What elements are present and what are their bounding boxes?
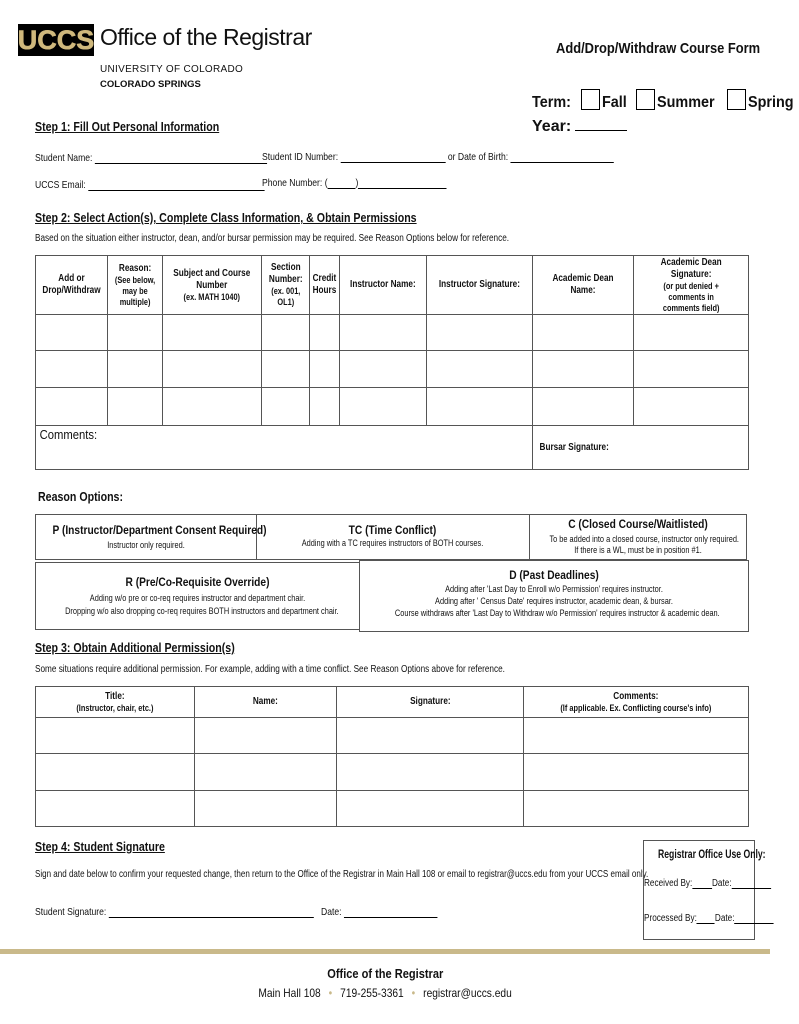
cell[interactable]: [524, 791, 749, 827]
processed-field[interactable]: [697, 912, 715, 924]
permissions-table: [35, 686, 749, 827]
comments-field[interactable]: [36, 426, 533, 470]
col-name: Name:: [252, 696, 278, 707]
student-signature-row: [35, 906, 314, 918]
footer-phone: 719-255-3361: [340, 986, 404, 1000]
cell[interactable]: [261, 351, 310, 388]
processed-label: Processed By:: [644, 913, 697, 924]
cell[interactable]: [532, 388, 633, 426]
email-field[interactable]: [88, 179, 264, 191]
cell[interactable]: [108, 388, 163, 426]
term-selector: [532, 89, 799, 112]
cell[interactable]: [340, 351, 427, 388]
table-row: [36, 754, 749, 791]
received-label: Received By:: [644, 878, 693, 889]
footer-divider: [0, 949, 770, 954]
reason-r-title: R (Pre/Co-Requisite Override): [125, 575, 270, 589]
fall-checkbox[interactable]: [581, 89, 600, 110]
student-name-row: [35, 152, 267, 164]
year-field[interactable]: [575, 116, 627, 131]
processed-date-label: Date:: [714, 913, 735, 924]
cell[interactable]: [194, 718, 336, 754]
received-date-label: Date:: [711, 878, 732, 889]
cell[interactable]: [426, 388, 532, 426]
reason-r-box: [35, 562, 360, 630]
cell[interactable]: [163, 315, 262, 351]
step2-heading: Step 2: Select Action(s), Complete Class Information, & Obtain Permissions: [35, 211, 417, 225]
reason-c-desc2: If there is a WL, must be in position #1.: [574, 545, 702, 555]
received-row: [644, 877, 771, 889]
cell[interactable]: [532, 315, 633, 351]
cell[interactable]: [633, 351, 748, 388]
reason-d-title: D (Past Deadlines): [509, 568, 599, 582]
comments-label: Comments:: [39, 428, 98, 442]
email-label: UCCS Email:: [35, 179, 86, 191]
received-field[interactable]: [692, 877, 712, 889]
phone-close-paren: ): [355, 177, 359, 189]
table-row: [36, 718, 749, 754]
cell[interactable]: [163, 388, 262, 426]
cell[interactable]: [426, 351, 532, 388]
reason-p-title: P (Instructor/Department Consent Required): [52, 523, 267, 537]
cell[interactable]: [163, 351, 262, 388]
office-title: Office of the Registrar: [100, 24, 312, 50]
student-name-field[interactable]: [95, 152, 267, 164]
col-dean-name: Academic Dean Name:: [552, 273, 614, 296]
comments-row: [36, 426, 749, 470]
form-title: Add/Drop/Withdraw Course Form: [556, 40, 761, 57]
cell[interactable]: [36, 754, 195, 791]
table-row: [36, 351, 749, 388]
step2-note: Based on the situation either instructor, dean, and/or bursar permission may be required. See Reason Options below for reference.: [35, 233, 510, 244]
university-name: UNIVERSITY OF COLORADO: [100, 64, 244, 75]
reason-c-box: [529, 514, 747, 560]
col-section: Section Number: (ex. 001, OL1): [268, 262, 303, 307]
reason-tc-desc: Adding with a TC requires instructors of BOTH courses.: [301, 538, 484, 548]
processed-row: [644, 912, 774, 924]
fall-label: Fall: [602, 94, 628, 111]
courses-table: [35, 255, 749, 470]
cell[interactable]: [108, 351, 163, 388]
spring-checkbox[interactable]: [727, 89, 746, 110]
student-name-label: Student Name:: [35, 152, 93, 164]
email-row: [35, 179, 264, 191]
received-date-field[interactable]: [732, 877, 771, 889]
cell[interactable]: [108, 315, 163, 351]
cell[interactable]: [261, 315, 310, 351]
step4-instruction: Sign and date below to confirm your requested change, then return to the Office of the Registrar in Main Hall 108 or email to registrar@uccs.edu from your UCCS email only.: [35, 868, 649, 880]
reason-r-desc2: Dropping w/o also dropping co-req requires BOTH instructors and department chair.: [65, 606, 339, 616]
cell[interactable]: [194, 754, 336, 791]
dob-label: or Date of Birth:: [447, 151, 509, 163]
cell[interactable]: [336, 718, 524, 754]
svg-text:UCCS: UCCS: [17, 25, 95, 55]
cell[interactable]: [36, 315, 108, 351]
table-row: [36, 315, 749, 351]
bursar-signature-field[interactable]: [532, 426, 748, 470]
reason-d-desc1: Adding after 'Last Day to Enroll w/o Permission' requires instructor.: [445, 584, 663, 594]
summer-checkbox[interactable]: [636, 89, 655, 110]
student-signature-field[interactable]: [109, 906, 314, 918]
cell[interactable]: [340, 388, 427, 426]
reason-tc-box: [256, 514, 530, 560]
footer-title: Office of the Registrar: [326, 966, 444, 981]
cell[interactable]: [524, 718, 749, 754]
col-dean-signature: Academic Dean Signature: (or put denied + comments in comments field): [660, 256, 722, 313]
step3-note: Some situations require additional permission. For example, adding with a time conflict. See Reason Options above for reference.: [35, 664, 505, 675]
cell[interactable]: [633, 388, 748, 426]
step3-heading: Step 3: Obtain Additional Permission(s): [35, 641, 235, 655]
registrar-office-box: [643, 840, 766, 940]
student-signature-label: Student Signature:: [35, 906, 107, 918]
cell[interactable]: [194, 791, 336, 827]
table-row: [36, 388, 749, 426]
step4-heading: Step 4: Student Signature: [35, 840, 165, 854]
cell[interactable]: [310, 388, 340, 426]
cell[interactable]: [532, 351, 633, 388]
cell[interactable]: [36, 388, 108, 426]
cell[interactable]: [336, 791, 524, 827]
reason-d-desc2: Adding after ' Census Date' requires instructor, academic dean, & bursar.: [435, 596, 673, 606]
processed-date-field[interactable]: [735, 912, 774, 924]
student-id-row: [262, 151, 614, 163]
courses-header-row: [36, 256, 749, 315]
reason-d-box: [359, 560, 749, 632]
step1-heading: Step 1: Fill Out Personal Information: [35, 120, 220, 134]
cell[interactable]: [426, 315, 532, 351]
reason-d-desc3: Course withdraws after 'Last Day to Withdraw w/o Permission' requires instructor & academic dean.: [394, 608, 720, 618]
phone-row: [262, 177, 447, 189]
separator-dot-icon: •: [411, 986, 416, 1000]
registrar-box-title: Registrar Office Use Only:: [658, 847, 766, 861]
year-row: [532, 116, 627, 136]
col-instructor-signature: Instructor Signature:: [438, 279, 520, 290]
student-id-label: Student ID Number:: [262, 151, 339, 163]
cell[interactable]: [36, 351, 108, 388]
col-credit: Credit Hours: [312, 273, 337, 296]
uccs-logo: [18, 24, 94, 56]
reason-tc-title: TC (Time Conflict): [348, 523, 437, 537]
table-row: [36, 791, 749, 827]
col-subject: Subject and Course Number (ex. MATH 1040): [173, 267, 251, 302]
reason-r-desc1: Adding w/o pre or co-req requires instructor and department chair.: [89, 593, 306, 603]
permissions-header-row: [36, 687, 749, 718]
date-row: [321, 906, 437, 918]
phone-number-field[interactable]: [358, 177, 447, 189]
footer-email[interactable]: registrar@uccs.edu: [423, 986, 512, 1000]
cell[interactable]: [524, 754, 749, 791]
cell[interactable]: [36, 718, 195, 754]
col-comments: Comments: (If applicable. Ex. Conflicting course's info): [560, 690, 712, 713]
summer-label: Summer: [656, 94, 715, 111]
footer-contact: [0, 986, 770, 1000]
reason-options-heading: Reason Options:: [38, 490, 124, 504]
reason-p-box: [35, 514, 267, 560]
separator-dot-icon: •: [328, 986, 333, 1000]
cell[interactable]: [336, 754, 524, 791]
year-label: Year:: [532, 118, 572, 135]
cell[interactable]: [36, 791, 195, 827]
cell[interactable]: [310, 315, 340, 351]
spring-label: Spring: [747, 94, 794, 111]
reason-c-title: C (Closed Course/Waitlisted): [568, 517, 708, 531]
col-signature: Signature:: [409, 696, 451, 707]
cell[interactable]: [261, 388, 310, 426]
campus-name: COLORADO SPRINGS: [100, 79, 201, 90]
bursar-label: Bursar Signature:: [539, 442, 609, 453]
phone-area-field[interactable]: [328, 177, 359, 189]
cell[interactable]: [340, 315, 427, 351]
cell[interactable]: [310, 351, 340, 388]
term-label: Term:: [532, 94, 571, 111]
footer-location: Main Hall 108: [258, 986, 321, 1000]
student-id-field[interactable]: [340, 151, 445, 163]
col-title: Title: (Instructor, chair, etc.): [76, 690, 154, 713]
dob-field[interactable]: [511, 151, 614, 163]
date-label: Date:: [321, 906, 342, 918]
cell[interactable]: [633, 315, 748, 351]
col-reason: Reason: (See below, may be multiple): [114, 262, 156, 307]
reason-c-desc1: To be added into a closed course, instructor only required.: [549, 534, 739, 544]
col-add-drop: Add or Drop/Withdraw: [42, 273, 101, 296]
col-instructor-name: Instructor Name:: [350, 279, 416, 290]
phone-label: Phone Number: (: [262, 177, 328, 189]
reason-p-desc: Instructor only required.: [107, 540, 185, 550]
date-field[interactable]: [344, 906, 437, 918]
